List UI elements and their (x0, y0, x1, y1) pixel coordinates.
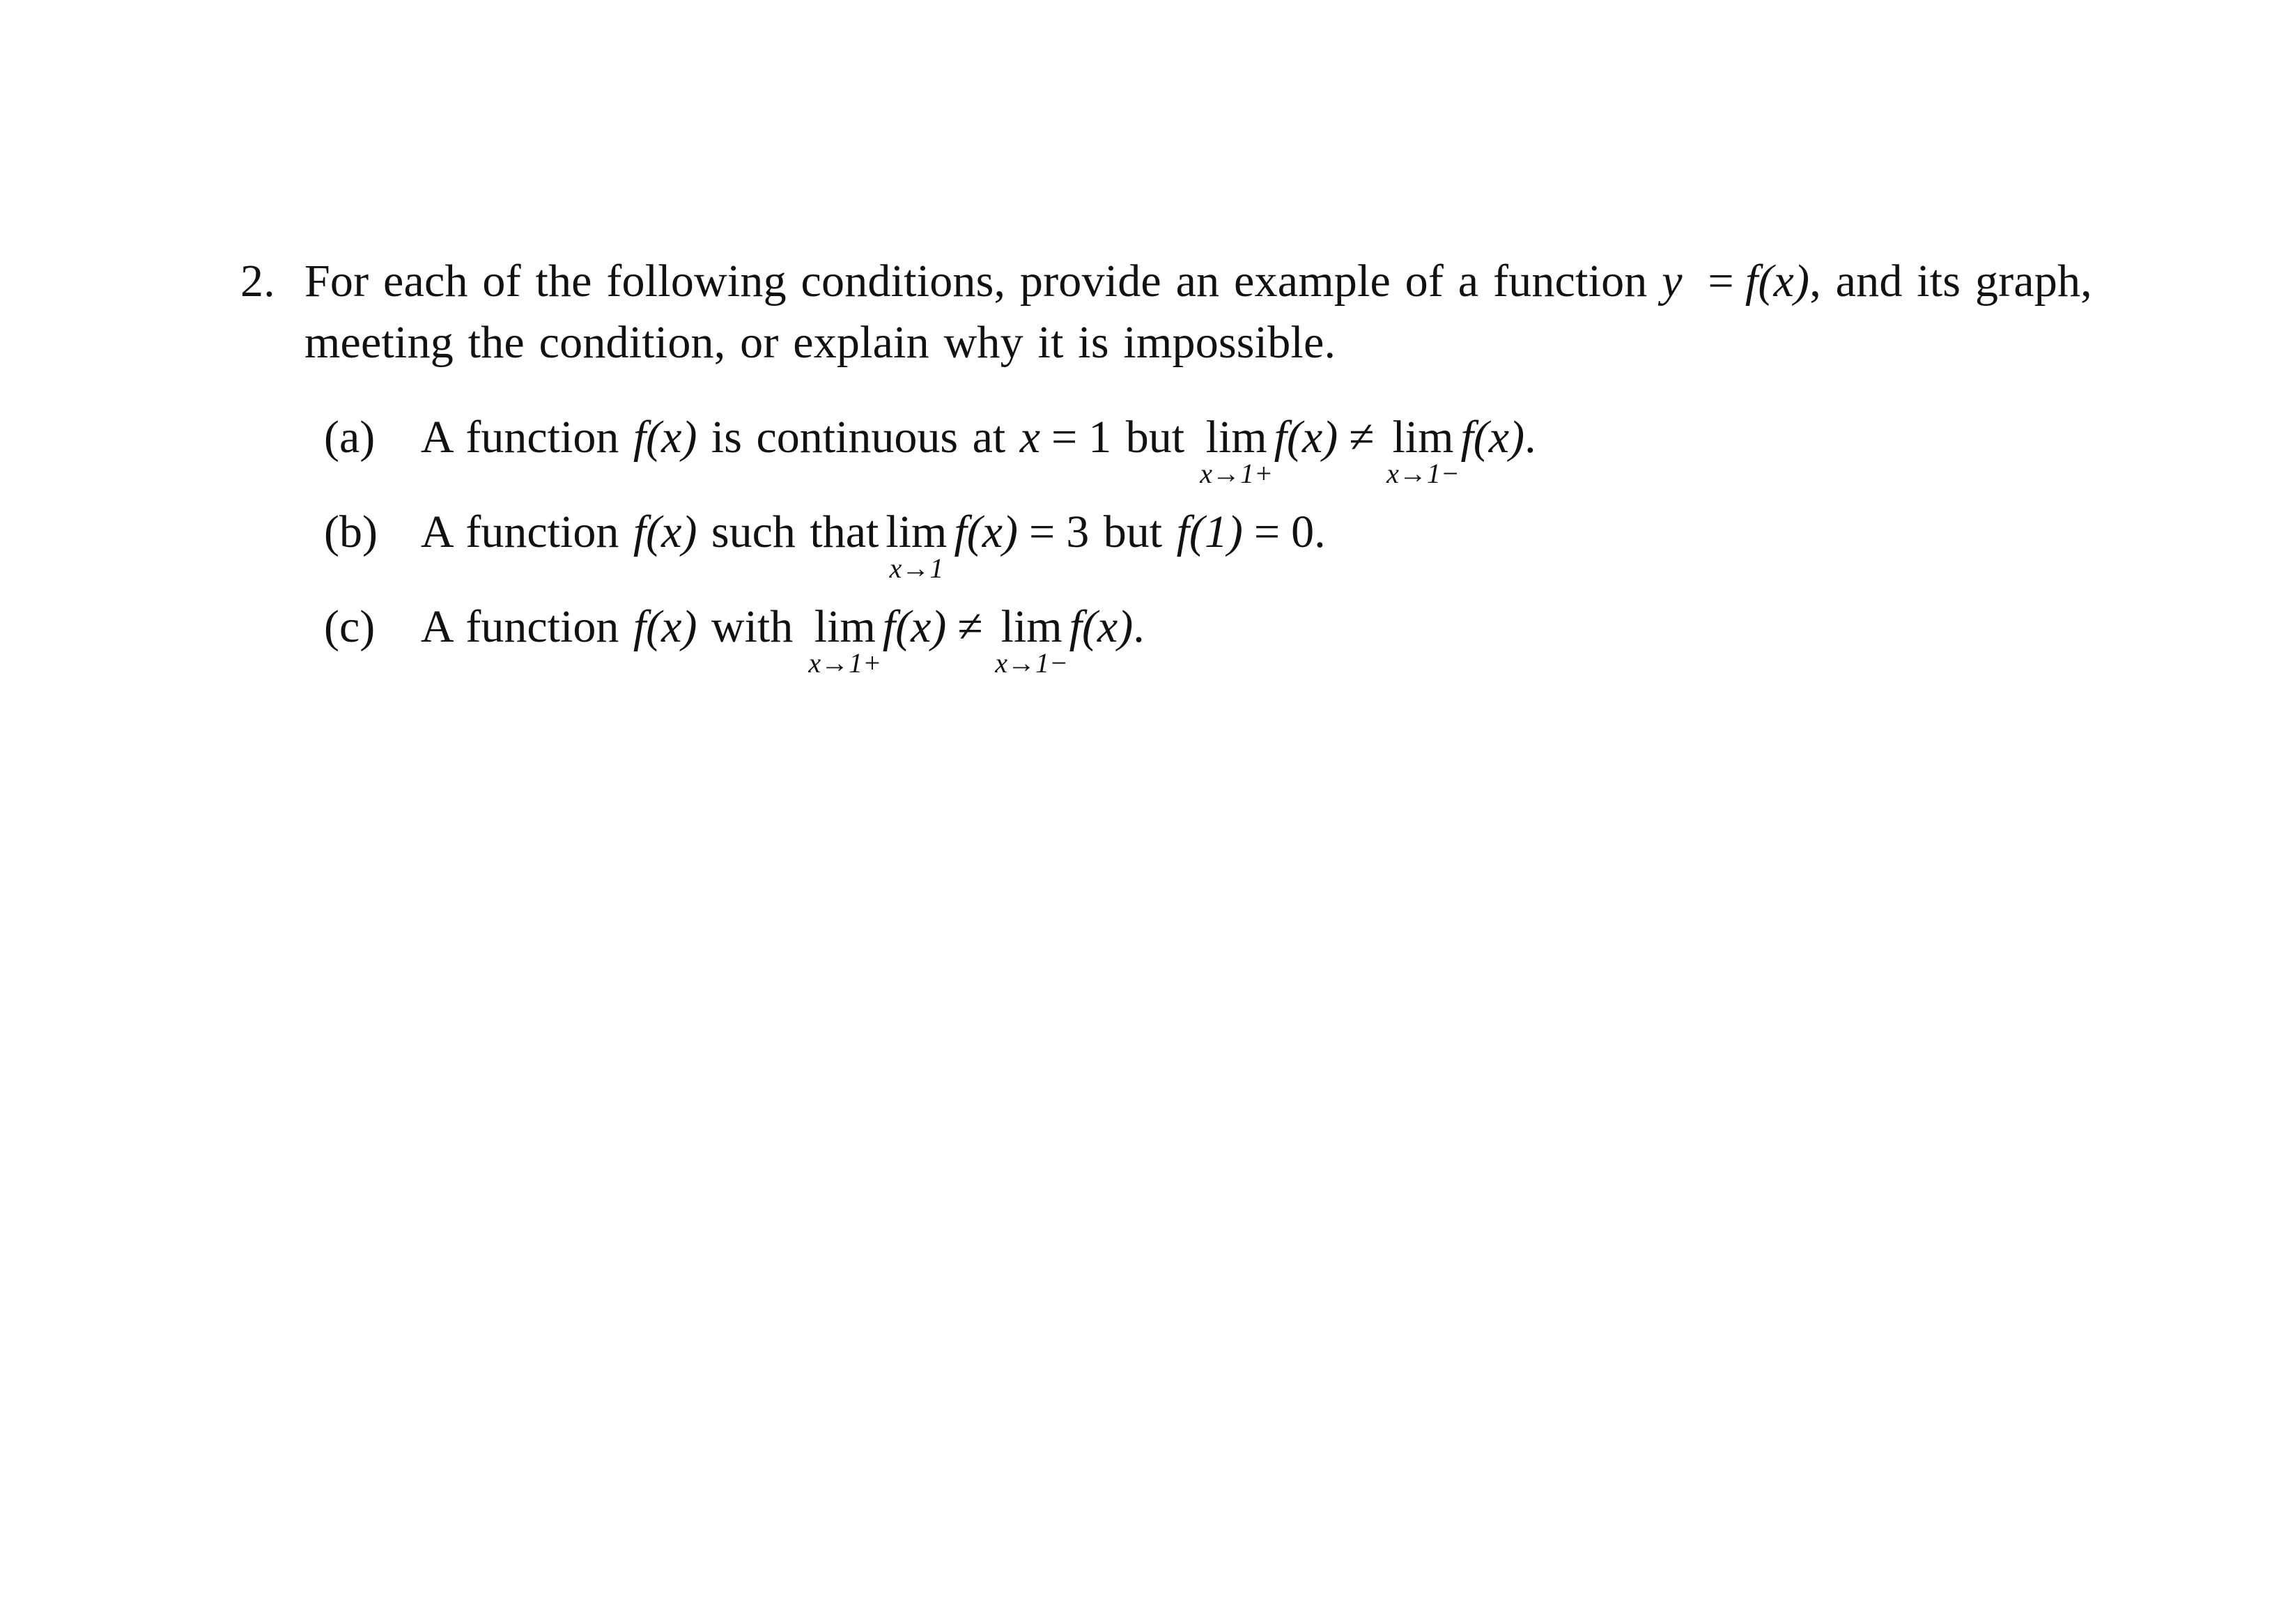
part-b-equals: = (1028, 506, 1056, 557)
part-b-lim-word: lim (886, 506, 948, 557)
part-a-end: . (1524, 412, 1536, 463)
part-b (324, 506, 2066, 601)
part-b-three: 3 (1066, 506, 1090, 557)
part-c-fx3: f(x) (1069, 601, 1134, 652)
part-b-text3: but (1103, 506, 1163, 557)
part-a-limit-left (1386, 411, 1460, 489)
part-b-zero: 0 (1291, 506, 1315, 557)
part-a-equals: = (1051, 412, 1078, 463)
part-a-lim-sub-2: x→1− (1386, 458, 1460, 489)
problem-number: 2. (240, 256, 275, 307)
part-a-fx1: f(x) (633, 412, 697, 463)
part-a (324, 411, 2066, 506)
part-b-text2: such that (711, 506, 879, 557)
part-c-text1: A function (420, 601, 619, 652)
problem-equals: = (1708, 256, 1734, 307)
problem-fx: f(x) (1745, 256, 1810, 307)
part-b-f-of-1: f(1) (1176, 506, 1243, 557)
problem-y-variable: y (1662, 256, 1683, 307)
part-c-end: . (1133, 601, 1145, 652)
part-a-fx3: f(x) (1460, 412, 1525, 463)
part-b-fx1: f(x) (633, 506, 697, 557)
problem-intro-after: , and its graph, meeting the condition, or explain why it is impossible. (304, 256, 2092, 368)
part-b-label: (b) (324, 506, 378, 557)
part-a-lim-word-2: lim (1392, 412, 1454, 463)
part-c-limit-right (808, 601, 882, 679)
part-c-limit-left (995, 601, 1068, 679)
part-c-not-equal: ≠ (957, 601, 983, 652)
part-b-limit (886, 506, 948, 584)
part-b-text1: A function (420, 506, 619, 557)
part-b-lim-sub: x→1 (889, 552, 944, 584)
part-b-end: . (1314, 506, 1326, 557)
part-c-lim-word-1: lim (814, 601, 876, 652)
part-c-lim-word-2: lim (1000, 601, 1062, 652)
part-a-one: 1 (1088, 412, 1112, 463)
problem-statement (304, 251, 2163, 373)
part-b-fx2: f(x) (954, 506, 1018, 557)
part-a-text3: but (1125, 412, 1185, 463)
part-c-fx1: f(x) (633, 601, 697, 652)
part-a-label: (a) (324, 412, 376, 463)
part-a-x-variable: x (1019, 412, 1041, 463)
part-b-equals-2: = (1253, 506, 1281, 557)
condition-list (324, 411, 2066, 695)
part-a-not-equal: ≠ (1349, 412, 1375, 463)
part-a-fx2: f(x) (1274, 412, 1338, 463)
part-c-label: (c) (324, 601, 376, 652)
part-c (324, 601, 2066, 695)
part-a-text2: is continuous at (711, 412, 1006, 463)
part-c-lim-sub-1: x→1+ (808, 647, 882, 679)
part-c-lim-sub-2: x→1− (995, 647, 1068, 679)
part-a-lim-sub-1: x→1+ (1200, 458, 1273, 489)
part-a-text1: A function (420, 412, 619, 463)
part-a-limit-right (1200, 411, 1273, 489)
part-c-fx2: f(x) (882, 601, 947, 652)
part-a-lim-word-1: lim (1205, 412, 1267, 463)
part-c-text2: with (711, 601, 794, 652)
problem-intro-before: For each of the following conditions, provide an example of a function (304, 256, 1648, 307)
problem-2 (240, 251, 2163, 373)
